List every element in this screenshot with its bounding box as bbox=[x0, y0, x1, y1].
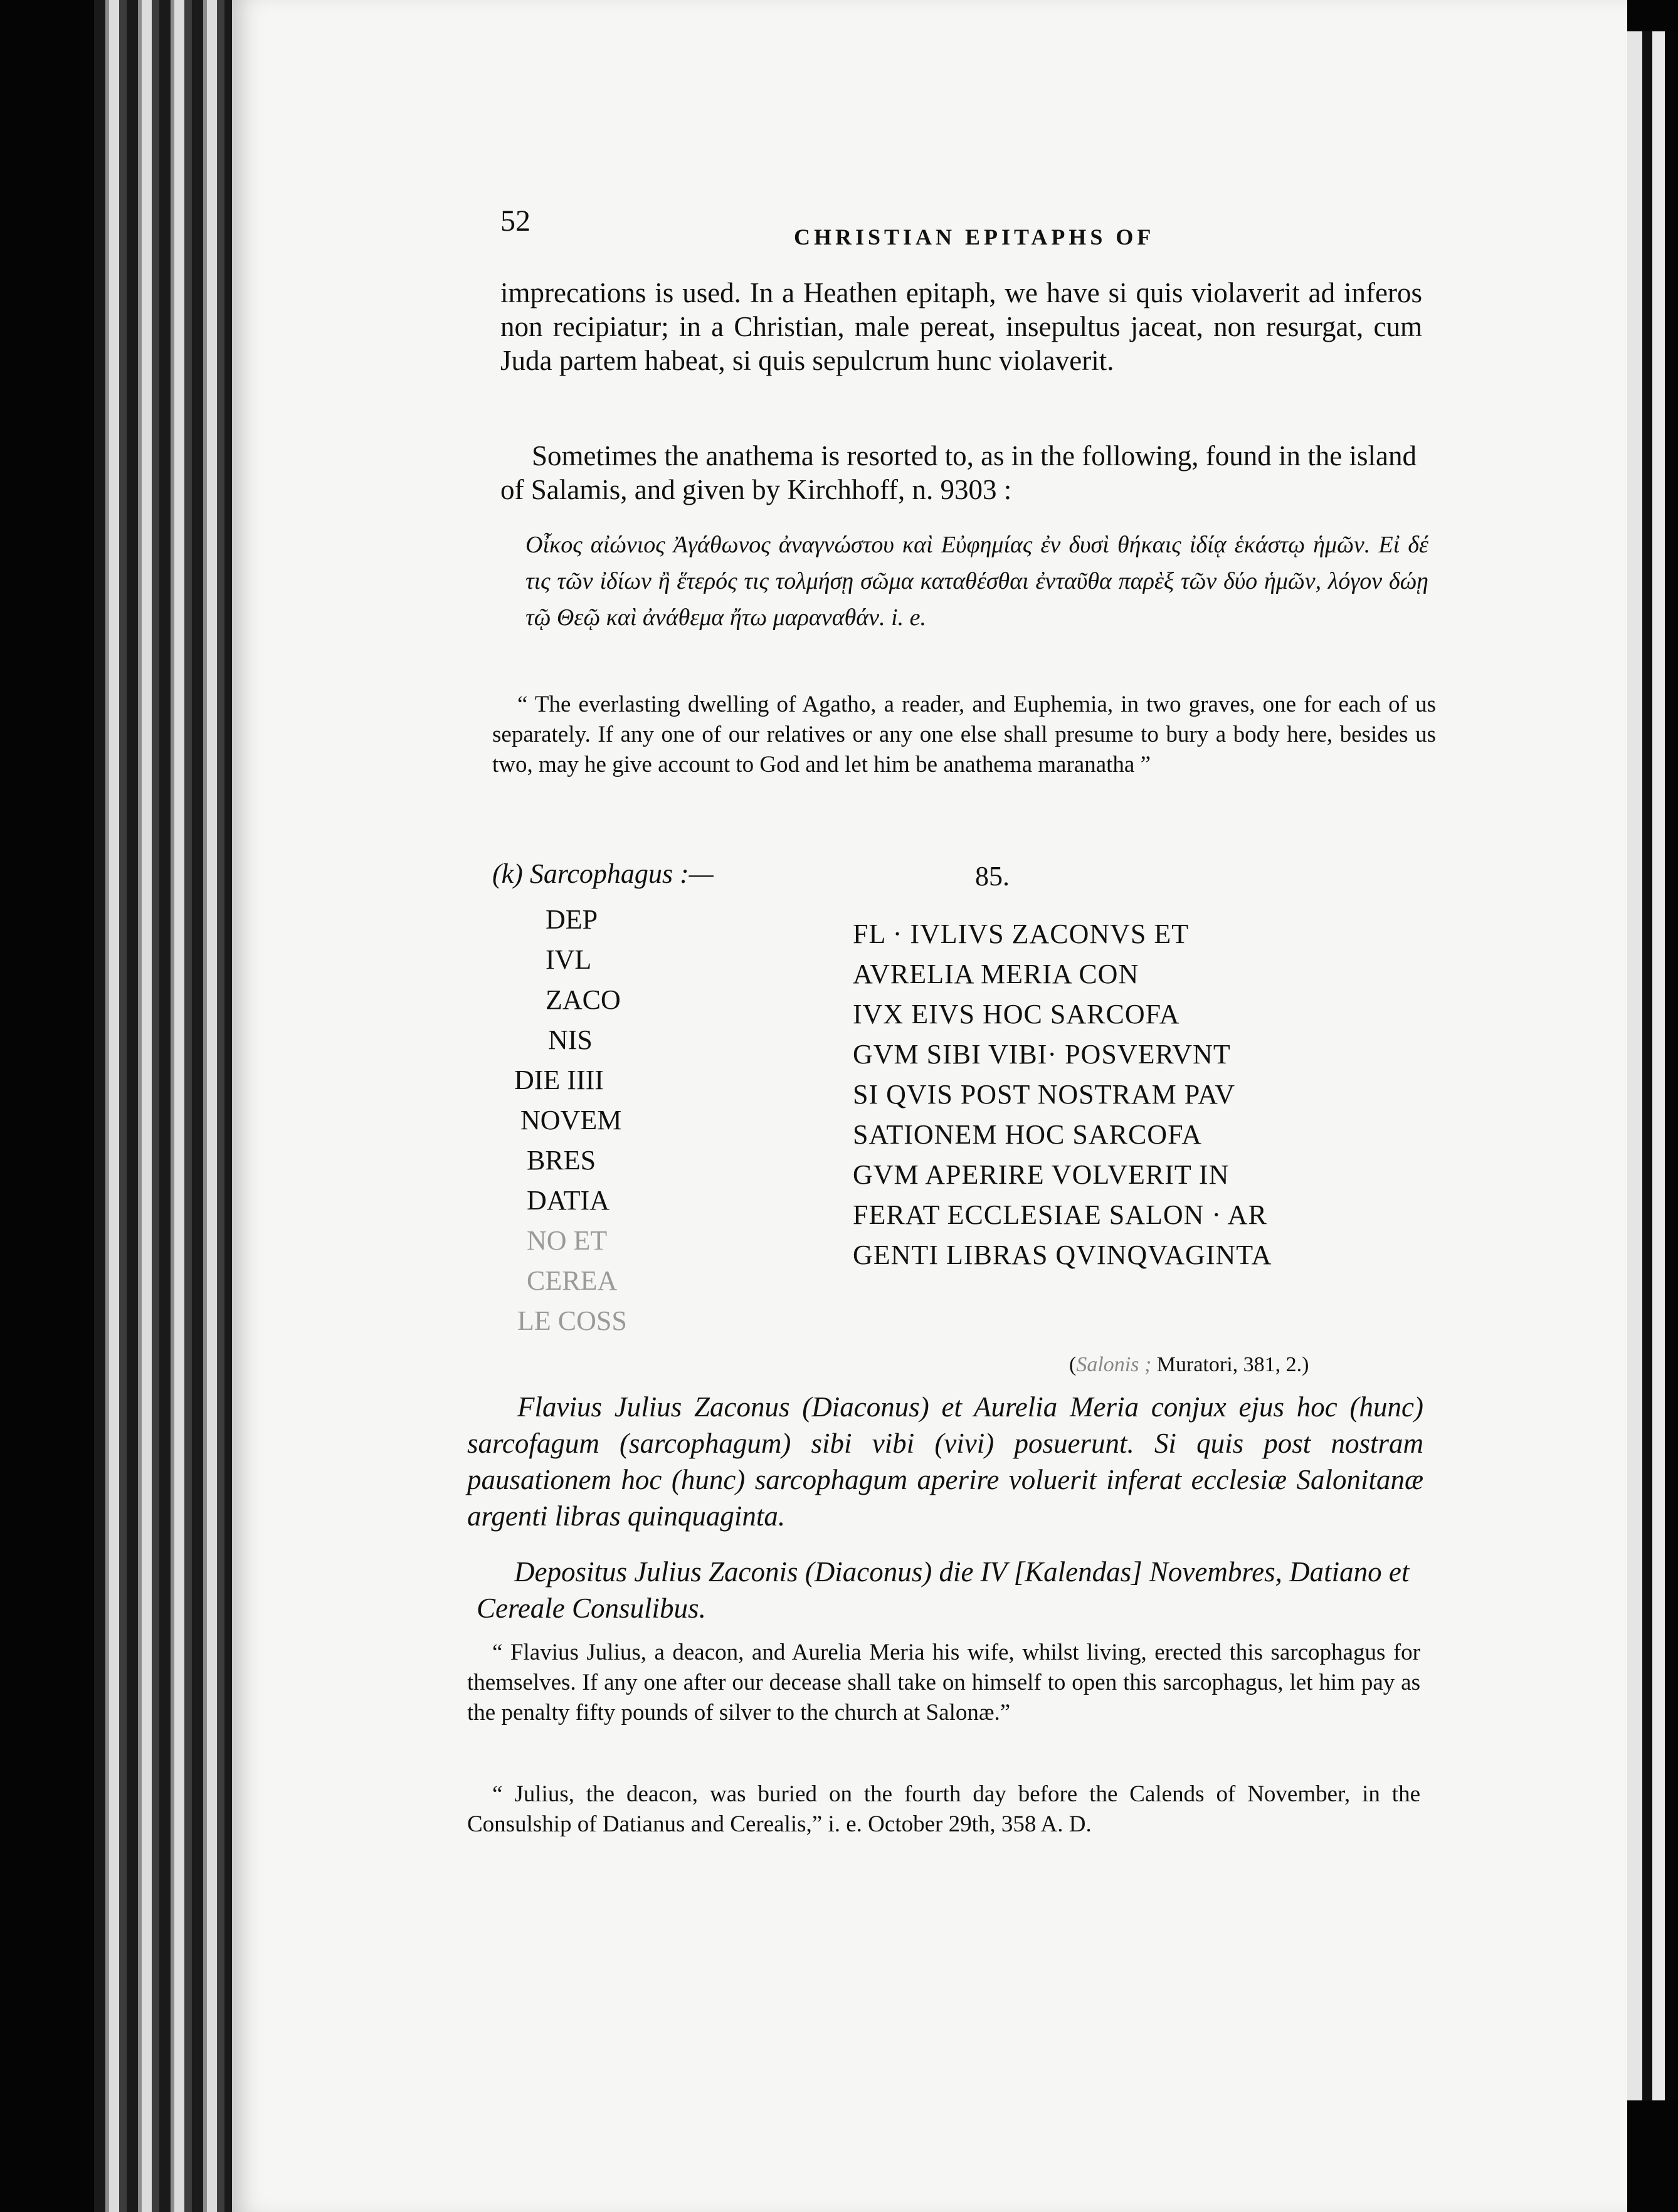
inscription-line: CEREA bbox=[527, 1265, 618, 1296]
latin-expansion: Flavius Julius Zaconus (Diaconus) et Aurelia Meria conjux ejus hoc (hunc) sarcofagum (sarcophagum) sibi vibi (vivi) posuerunt. Si quis post nostram pausationem hoc (hunc) sarcophagum aperire voluerit inferat ecclesiæ Salonitanæ argenti libras quinquaginta. bbox=[467, 1391, 1423, 1532]
citation-reference: Muratori, 381, 2.) bbox=[1156, 1353, 1309, 1376]
paragraph-anathema: Sometimes the anathema is resorted to, as in the following, found in the island of Salamis, and given by Kirchhoff, n. 9303 : bbox=[500, 440, 1417, 505]
page-edges bbox=[94, 0, 232, 2212]
inscription-right-column bbox=[853, 914, 1272, 1275]
citation: (Salonis ; Muratori, 381, 2.) bbox=[1069, 1353, 1309, 1376]
citation-place: Salonis ; bbox=[1076, 1353, 1152, 1376]
inscription-number: 85. bbox=[975, 861, 1010, 892]
page-number: 52 bbox=[500, 204, 530, 238]
inscription-line: ZACO bbox=[546, 984, 621, 1015]
inscription-line: SI QVIS POST NOSTRAM PAV bbox=[853, 1079, 1236, 1110]
translation-flavius: “ Flavius Julius, a deacon, and Aurelia Meria his wife, whilst living, erected this sarcophagus for themselves. If any one after our decease shall take on himself to open this sarcophagus, let him pay as the penalty fifty pounds of silver to the church at Salonæ.” bbox=[467, 1640, 1420, 1725]
right-page-edge bbox=[1627, 31, 1678, 2100]
sarcophagus-label: (k) Sarcophagus :— bbox=[492, 858, 714, 889]
inscription-line: GVM APERIRE VOLVERIT IN bbox=[853, 1159, 1230, 1190]
inscription-line: DEP bbox=[546, 904, 598, 935]
inscription-line: NIS bbox=[548, 1024, 593, 1055]
inscription-line: DIE IIII bbox=[514, 1065, 604, 1095]
inscription-line: IVL bbox=[546, 944, 592, 975]
inscription-line: FL · IVLIVS ZACONVS ET bbox=[853, 919, 1190, 949]
latin-expansion-depositus: Depositus Julius Zaconis (Diaconus) die IV [Kalendas] Novembres, Datiano et Cereale Consulibus. bbox=[477, 1556, 1410, 1624]
inscription-line: NOVEM bbox=[520, 1105, 622, 1135]
inscription-line: SATIONEM HOC SARCOFA bbox=[853, 1119, 1203, 1150]
inscription-line: GENTI LIBRAS QVINQVAGINTA bbox=[853, 1240, 1272, 1270]
inscription-line: IVX EIVS HOC SARCOFA bbox=[853, 999, 1180, 1030]
translation-julius: “ Julius, the deacon, was buried on the fourth day before the Calends of November, in the Consulship of Datianus and Cerealis,” i. e. October 29th, 358 A. D. bbox=[467, 1781, 1420, 1837]
greek-inscription: Οἶκος αἰώνιος Ἀγάθωνος ἀναγνώστου καὶ Εὐφημίας ἐν δυσὶ θήκαις ἰδίᾳ ἑκάστῳ ἡμῶν. Εἰ δέ τις τῶν ἰδίων ἢ ἕτερός τις τολμήσῃ σῶμα καταθέσθαι ἐνταῦθα παρὲξ τῶν δύο ἡμῶν, λόγον δώῃ τῷ Θεῷ καὶ ἀνάθεμα ἤτω μαραναθάν. i. e. bbox=[525, 532, 1428, 631]
inscription-line: LE COSS bbox=[517, 1305, 627, 1336]
translation-agatho: “ The everlasting dwelling of Agatho, a reader, and Euphemia, in two graves, one for each of us separately. If any one of our relatives or any one else shall presume to bury a body here, besides us two, may he give account to God and let him be anathema maranatha ” bbox=[492, 692, 1436, 777]
inscription-line: AVRELIA MERIA CON bbox=[853, 959, 1139, 989]
running-header bbox=[500, 204, 1159, 248]
inscription-line: NO ET bbox=[527, 1225, 608, 1256]
inscription-line: GVM SIBI VIBI· POSVERVNT bbox=[853, 1039, 1231, 1070]
inscription-line: DATIA bbox=[527, 1185, 609, 1216]
paragraph-imprecations: imprecations is used. In a Heathen epitaph, we have si quis violaverit ad inferos non recipiatur; in a Christian, male pereat, insepultus jaceat, non resurgat, cum Juda partem habeat, si quis sepulcrum hunc violaverit. bbox=[500, 277, 1422, 376]
inscription-line: FERAT ECCLESIAE SALON · AR bbox=[853, 1199, 1267, 1230]
inscription-line: BRES bbox=[527, 1145, 596, 1176]
inscription-left-column bbox=[514, 900, 696, 1341]
running-title: CHRISTIAN EPITAPHS OF bbox=[794, 224, 1155, 250]
